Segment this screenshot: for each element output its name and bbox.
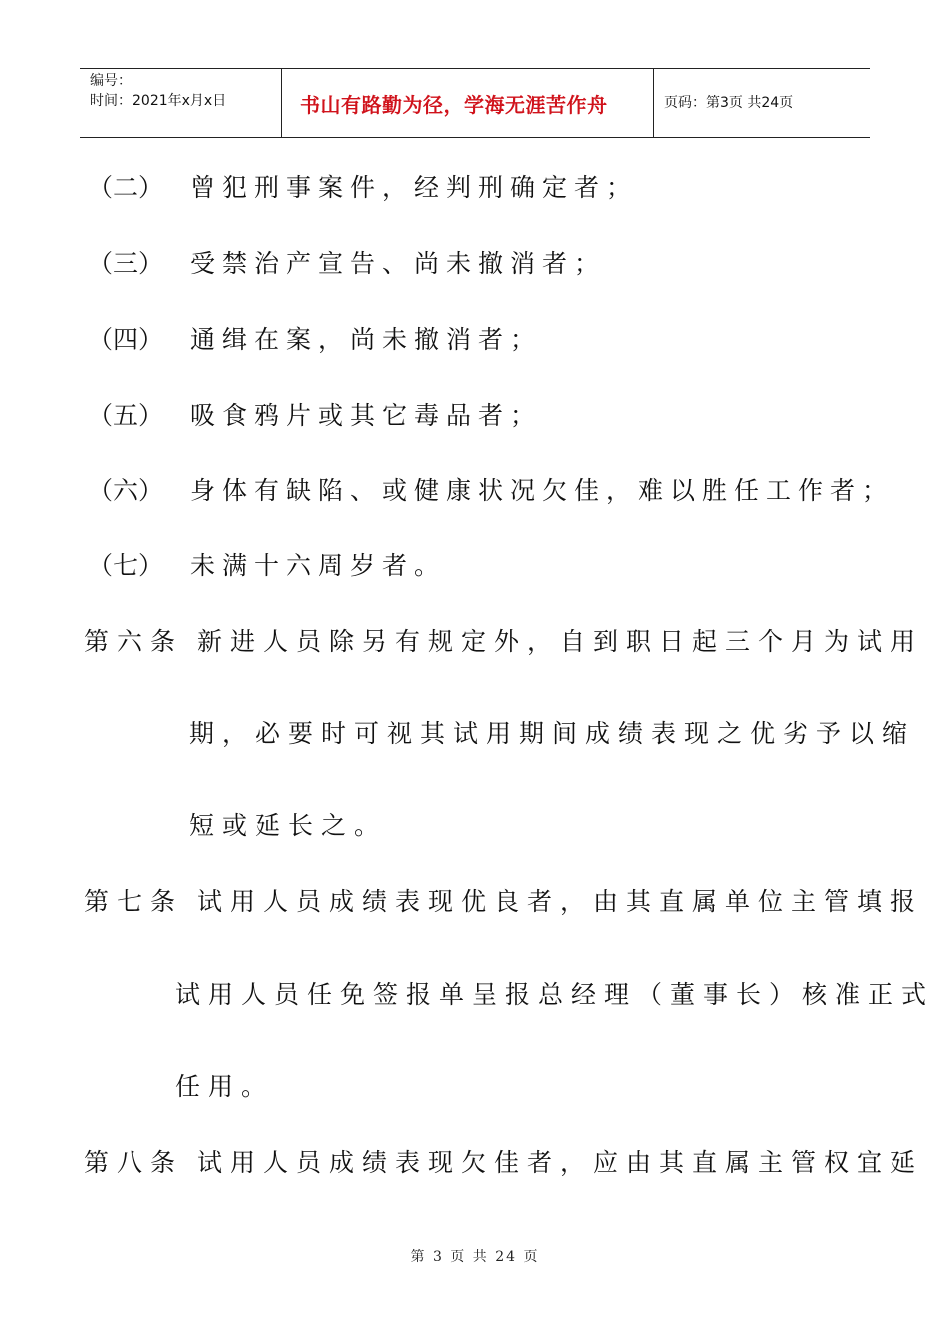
item-number: （五） <box>88 401 164 430</box>
item-text: 通缉在案，尚未撤消者； <box>190 325 543 354</box>
article-7-line-2: 试用人员任免签报单呈报总经理（董事长）核准正式 <box>175 980 935 1009</box>
article-8-line-1 <box>84 1143 923 1179</box>
article-text: 试用人员成绩表现欠佳者，应由其直属主管权宜延 <box>197 1148 924 1177</box>
document-header <box>80 68 870 138</box>
article-label: 第七条 <box>84 887 184 916</box>
item-text: 曾犯刑事案件，经判刑确定者； <box>190 173 639 202</box>
motto: 书山有路勤为径，学海无涯苦作舟 <box>300 92 608 117</box>
item-number: （二） <box>88 173 164 202</box>
article-text: 新进人员除另有规定外，自到职日起三个月为试用 <box>197 627 924 656</box>
article-label: 第八条 <box>84 1148 184 1177</box>
article-6-line-1 <box>84 622 923 658</box>
page-footer: 第 3 页 共 24 页 <box>410 1249 540 1265</box>
item-number: （四） <box>88 325 164 354</box>
item-text: 未满十六周岁者。 <box>190 551 447 580</box>
article-7-line-1 <box>84 882 923 918</box>
header-meta-cell <box>80 69 282 137</box>
header-page-cell <box>654 69 870 137</box>
article-label: 第六条 <box>84 627 184 656</box>
article-6-line-2: 期，必要时可视其试用期间成绩表现之优劣予以缩 <box>189 719 916 748</box>
header-motto-cell <box>282 69 654 137</box>
article-6-line-3: 短或延长之。 <box>189 811 388 840</box>
item-text: 身体有缺陷、或健康状况欠佳，难以胜任工作者； <box>190 476 895 505</box>
item-text: 受禁治产宣告、尚未撤消者； <box>190 249 607 278</box>
number-label: 编号： <box>90 73 132 89</box>
item-number: （六） <box>88 476 164 505</box>
article-7-line-3: 任用。 <box>175 1072 275 1101</box>
article-text: 试用人员成绩表现优良者，由其直属单位主管填报 <box>197 887 924 916</box>
item-text: 吸食鸦片或其它毒品者； <box>190 401 543 430</box>
item-number: （三） <box>88 249 164 278</box>
page-code: 页码：第3页 共24页 <box>664 95 794 111</box>
time-label: 时间：2021年x月x日 <box>90 93 227 109</box>
item-number: （七） <box>88 551 164 580</box>
